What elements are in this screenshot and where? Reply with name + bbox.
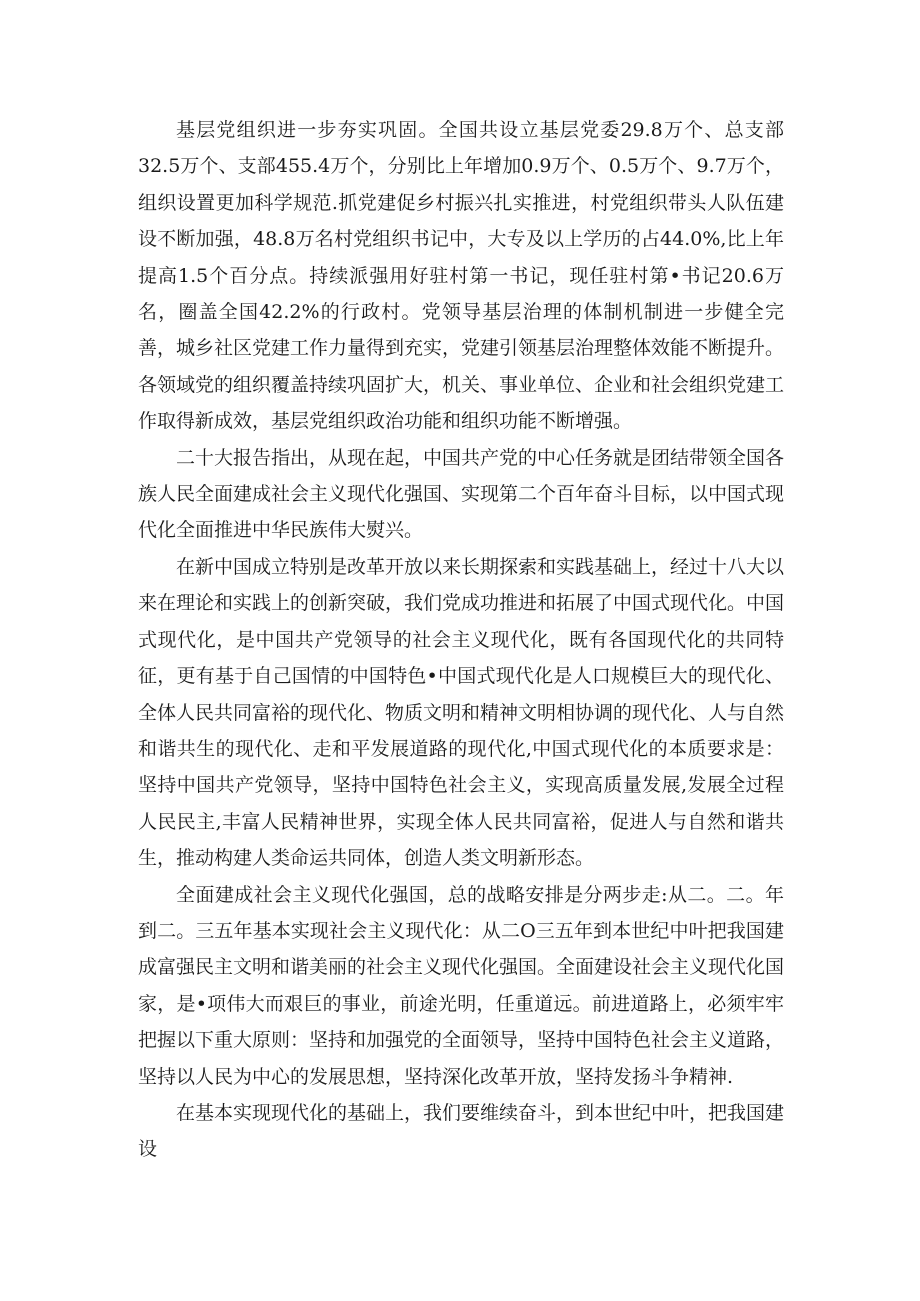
- document-body: [138, 112, 784, 1168]
- paragraph-grassroots-party-organization: 基层党组织进一步夯实巩固。全国共设立基层党委29.8万个、总支部32.5万个、支部455.4万个，分别比上年增加0.9万个、0.5万个、9.7万个，组织设置更加科学规范.抓党建促乡村振兴扎实推进，村党组织带头人队伍建设不断加强，48.8万名村党组织书记中，大专及以上学历的占44.0%,比上年提高1.5个百分点。持续派强用好驻村第一书记，现任驻村第•书记20.6万名，圈盖全国42.2%的行政村。党领导基层治理的体制机制进一步健全完善，城乡社区党建工作力量得到充实，党建引领基层治理整体效能不断提升。各领域党的组织覆盖持续巩固扩大，机关、事业单位、企业和社会组织党建工作取得新成效，基层党组织政治功能和组织功能不断增强。: [138, 119, 785, 433]
- paragraph-strategic-arrangement: 全面建成社会主义现代化强国，总的战略安排是分两步走:从二。二。年到二。三五年基本实现社会主义现代化：从二O三五年到本世纪中叶把我国建成富强民主文明和谐美丽的社会主义现代化强国。全面建设社会主义现代化国家，是•项伟大而艰巨的事业，前途光明，任重道远。前进道路上，必须牢牢把握以下重大原则：坚持和加强党的全面领导，坚持中国特色社会主义道路，坚持以人民为中心的发展思想，坚持深化改革开放，坚持发扬斗争精神.: [138, 883, 785, 1088]
- paragraph-twentieth-congress-report: 二十大报告指出，从现在起，中国共产党的中心任务就是团结带领全国各族人民全面建成社会主义现代化强国、实现第二个百年奋斗目标，以中国式现代化全面推进中华民族伟大熨兴。: [138, 446, 785, 542]
- paragraph-basic-modernization: 在基本实现现代化的基础上，我们要维续奋斗，到本世纪中叶，把我国建设: [138, 1101, 785, 1161]
- paragraph-chinese-modernization: 在新中国成立特别是改革开放以来长期探索和实践基础上，经过十八大以来在理论和实践上的创新突破，我们党成功推进和拓展了中国式现代化。中国式现代化，是中国共产党领导的社会主义现代化，既有各国现代化的共同特征，更有基于自己国情的中国特色•中国式现代化是人口规模巨大的现代化、全体人民共同富裕的现代化、物质文明和精神文明相协调的现代化、人与自然和谐共生的现代化、走和平发展道路的现代化,中国式现代化的本质要求是：坚持中国共产党领导，坚持中国特色社会主义，实现高质量发展,发展全过程人民民主,丰富人民精神世界，实现全体人民共同富裕，促进人与自然和谐共生，推动构建人类命运共同体，创造人类文明新形态。: [138, 555, 785, 870]
